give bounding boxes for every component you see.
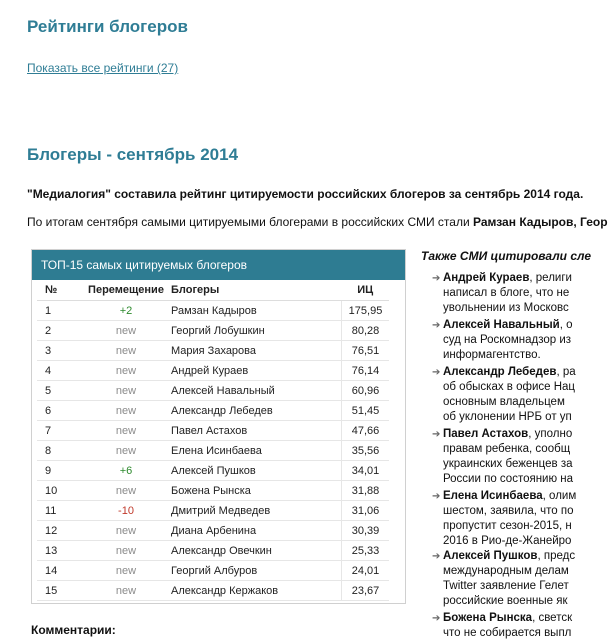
row-value: 76,51	[342, 341, 390, 361]
row-num: 12	[37, 521, 81, 541]
row-move: new	[81, 541, 171, 561]
arrow-right-icon: ➔	[432, 320, 441, 331]
article-lead: "Медиалогия" составила рейтинг цитируемости российских блогеров за сентябрь 2014 года.	[27, 187, 584, 201]
row-value: 175,95	[342, 301, 390, 321]
row-num: 11	[37, 501, 81, 521]
row-move: -10	[81, 501, 171, 521]
article-title: Блогеры - сентябрь 2014	[27, 145, 239, 164]
row-value: 47,66	[342, 421, 390, 441]
row-value: 76,14	[342, 361, 390, 381]
table-row	[37, 381, 389, 401]
table-row	[37, 321, 389, 341]
table-row	[37, 581, 389, 601]
row-move: new	[81, 561, 171, 581]
also-cited-text: информагентство.	[443, 349, 541, 361]
also-cited-text: украинских беженцев за	[443, 458, 573, 470]
also-cited-name: Александр Лебедев	[443, 366, 557, 378]
table-row	[37, 361, 389, 381]
table-row	[37, 481, 389, 501]
also-cited-name: Андрей Кураев	[443, 272, 530, 284]
row-value: 51,45	[342, 401, 390, 421]
also-cited-text: об обысках в офисе Нац	[443, 381, 576, 393]
table-row	[37, 501, 389, 521]
row-move: +6	[81, 461, 171, 481]
row-blogger-name: Павел Астахов	[171, 421, 342, 441]
row-blogger-name: Александр Лебедев	[171, 401, 342, 421]
row-value: 23,67	[342, 581, 390, 601]
row-value: 34,01	[342, 461, 390, 481]
row-move: new	[81, 361, 171, 381]
also-cited-title: Также СМИ цитировали сле	[421, 249, 591, 263]
all-ratings-link[interactable]: Показать все рейтинги (27)	[27, 61, 179, 75]
also-cited-text: суд на Роскомнадзор из	[443, 334, 572, 346]
row-move: new	[81, 341, 171, 361]
row-num: 13	[37, 541, 81, 561]
also-cited-item	[432, 365, 576, 425]
row-blogger-name: Алексей Навальный	[171, 381, 342, 401]
also-cited-name: Елена Исинбаева	[443, 490, 543, 502]
row-blogger-name: Дмитрий Медведев	[171, 501, 342, 521]
row-value: 24,01	[342, 561, 390, 581]
also-cited-text: международным делам	[443, 565, 569, 577]
table-row	[37, 521, 389, 541]
top-bloggers-box	[31, 249, 406, 604]
also-cited-name: Алексей Пушков	[443, 550, 538, 562]
also-cited-item	[432, 271, 572, 316]
row-blogger-name: Мария Захарова	[171, 341, 342, 361]
row-blogger-name: Александр Кержаков	[171, 581, 342, 601]
row-blogger-name: Александр Овечкин	[171, 541, 342, 561]
col-header-move: Перемещение	[81, 280, 171, 301]
also-cited-text: правам ребенка, сообщ	[443, 443, 571, 455]
also-cited-name: Божена Рынска	[443, 612, 533, 624]
row-blogger-name: Божена Рынска	[171, 481, 342, 501]
also-cited-text: , олим	[542, 490, 577, 502]
also-cited-text: , уполно	[528, 428, 573, 440]
arrow-right-icon: ➔	[432, 367, 441, 378]
row-move: new	[81, 381, 171, 401]
row-num: 9	[37, 461, 81, 481]
arrow-right-icon: ➔	[432, 429, 441, 440]
row-value: 80,28	[342, 321, 390, 341]
also-cited-item	[432, 427, 574, 487]
also-cited-text: , предс	[537, 550, 576, 562]
row-move: new	[81, 481, 171, 501]
table-row	[37, 341, 389, 361]
row-value: 25,33	[342, 541, 390, 561]
col-header-name: Блогеры	[171, 280, 342, 301]
row-num: 14	[37, 561, 81, 581]
section-title: Рейтинги блогеров	[27, 17, 188, 36]
also-cited-text: 2016 в Рио-де-Жанейро	[443, 535, 572, 547]
also-cited-item	[432, 611, 573, 641]
row-move: new	[81, 441, 171, 461]
table-row	[37, 541, 389, 561]
row-num: 6	[37, 401, 81, 421]
row-blogger-name: Георгий Албуров	[171, 561, 342, 581]
row-num: 3	[37, 341, 81, 361]
table-header-row	[37, 280, 389, 301]
also-cited-text: российские военные як	[443, 595, 568, 607]
row-move: new	[81, 321, 171, 341]
row-move: new	[81, 401, 171, 421]
also-cited-text: , о	[559, 319, 573, 331]
also-cited-text: Twitter заявление Гелет	[443, 580, 569, 592]
row-num: 5	[37, 381, 81, 401]
arrow-right-icon: ➔	[432, 551, 441, 562]
table-body	[37, 301, 389, 601]
arrow-right-icon: ➔	[432, 273, 441, 284]
row-value: 31,88	[342, 481, 390, 501]
col-header-value: ИЦ	[342, 280, 390, 301]
table-row	[37, 441, 389, 461]
also-cited-item	[432, 489, 577, 549]
top-bloggers-table	[37, 280, 389, 601]
also-cited-name: Павел Астахов	[443, 428, 529, 440]
row-value: 35,56	[342, 441, 390, 461]
also-cited-name: Алексей Навальный	[443, 319, 560, 331]
row-move: +2	[81, 301, 171, 321]
row-blogger-name: Георгий Лобушкин	[171, 321, 342, 341]
article-intro	[27, 215, 608, 229]
row-num: 8	[37, 441, 81, 461]
also-cited-item	[432, 318, 573, 363]
also-cited-item	[432, 549, 576, 609]
table-row	[37, 401, 389, 421]
row-num: 10	[37, 481, 81, 501]
also-cited-text: пропустит сезон-2015, н	[443, 520, 572, 532]
table-row	[37, 461, 389, 481]
row-blogger-name: Диана Арбенина	[171, 521, 342, 541]
also-cited-text: шестом, заявила, что по	[443, 505, 574, 517]
also-cited-text: , светск	[532, 612, 573, 624]
row-value: 60,96	[342, 381, 390, 401]
row-num: 15	[37, 581, 81, 601]
row-move: new	[81, 521, 171, 541]
also-cited-text: увольнении из Московс	[443, 302, 569, 314]
intro-highlight: Рамзан Кадыров, Геор	[473, 215, 608, 229]
row-value: 30,39	[342, 521, 390, 541]
row-move: new	[81, 421, 171, 441]
row-blogger-name: Андрей Кураев	[171, 361, 342, 381]
also-cited-text: написал в блоге, что не	[443, 287, 570, 299]
row-blogger-name: Алексей Пушков	[171, 461, 342, 481]
also-cited-text: России по состоянию на	[443, 473, 574, 485]
also-cited-text: основным владельцем	[443, 396, 565, 408]
row-num: 4	[37, 361, 81, 381]
also-cited-text: что не собирается выпл	[443, 627, 572, 639]
row-blogger-name: Рамзан Кадыров	[171, 301, 342, 321]
intro-text: По итогам сентября самыми цитируемыми блогерами в российских СМИ стали	[27, 215, 474, 229]
row-blogger-name: Елена Исинбаева	[171, 441, 342, 461]
row-num: 7	[37, 421, 81, 441]
row-num: 1	[37, 301, 81, 321]
comments-label: Комментарии:	[31, 623, 116, 637]
table-row	[37, 301, 389, 321]
row-move: new	[81, 581, 171, 601]
arrow-right-icon: ➔	[432, 613, 441, 624]
col-header-num: №	[37, 280, 81, 301]
also-cited-text: , религи	[529, 272, 572, 284]
arrow-right-icon: ➔	[432, 491, 441, 502]
table-row	[37, 421, 389, 441]
row-num: 2	[37, 321, 81, 341]
also-cited-text: , ра	[556, 366, 576, 378]
row-value: 31,06	[342, 501, 390, 521]
also-cited-text: об уклонении НРБ от уп	[443, 411, 572, 423]
top-table-title: ТОП-15 самых цитируемых блогеров	[32, 250, 405, 280]
table-row	[37, 561, 389, 581]
